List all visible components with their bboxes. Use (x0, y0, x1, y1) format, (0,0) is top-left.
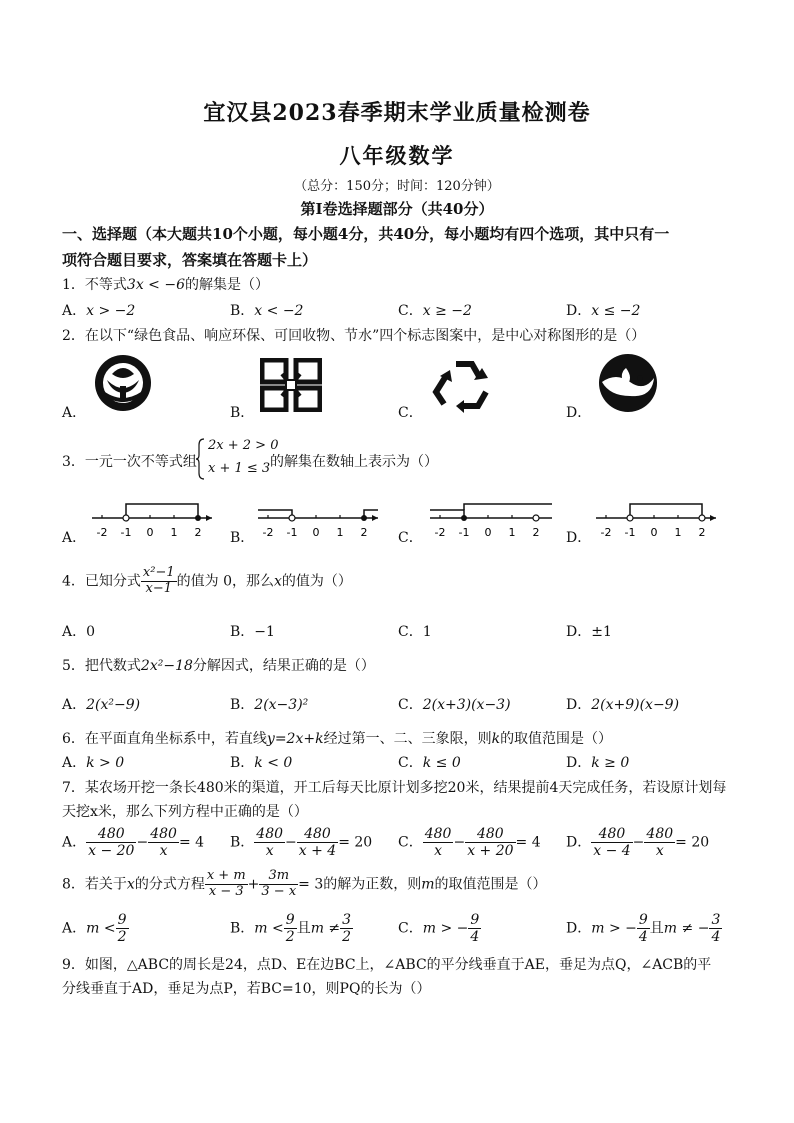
q4-option-b: B．−1 (230, 624, 275, 640)
eco-logo-icon (260, 358, 322, 412)
q5-option-a: A．2(x²−9) (62, 697, 141, 713)
q6-option-b: B．k < 0 (230, 755, 293, 771)
tick-label: 0 (312, 526, 320, 539)
q5-option-b: B．2(x−3)² (230, 697, 309, 713)
q7-option-a: A． $\frac{480}{x - 20}$ − $\frac{480}{x}$ = 4 (62, 826, 205, 860)
question-2-stem: 2．在以下“绿色食品、响应环保、可回收物、节水”四个标志图案中，是中心对称图形的是（） (62, 328, 646, 344)
q2-option-c-label: C． (398, 405, 423, 421)
tick-label: 2 (360, 526, 368, 539)
q3-option-a-label: A． (62, 530, 87, 546)
question-3-stem-pre: 3．一元一次不等式组 (62, 454, 197, 470)
tick-label: 2 (194, 526, 202, 539)
tick-label: 0 (146, 526, 154, 539)
q7-option-b: B． $\frac{480}{x}$ − $\frac{480}{x + 4}$ = 20 (230, 826, 373, 860)
q1-option-a: A．x > −2 (62, 303, 136, 319)
q4-option-d: D．±1 (566, 624, 612, 640)
q2-option-a-label: A． (62, 405, 87, 421)
tick-label: 2 (698, 526, 706, 539)
tick-label: 0 (650, 526, 658, 539)
q3-system-line-1: 2x + 2 > 0 (208, 438, 279, 453)
q5-option-c: C．2(x+3)(x−3) (398, 697, 511, 713)
q6-option-d: D．k ≥ 0 (566, 755, 630, 771)
recycle-icon (430, 356, 498, 414)
part-title: 第Ⅰ卷选择题部分（共40分） (300, 200, 494, 218)
number-line-c (426, 500, 556, 540)
tick-label: -2 (262, 526, 274, 539)
q3-option-c-label: C． (398, 530, 423, 546)
tick-label: -2 (600, 526, 612, 539)
q6-option-a: A．k > 0 (62, 755, 125, 771)
tick-label: -1 (286, 526, 298, 539)
question-3-stem-post: 的解集在数轴上表示为（） (270, 454, 438, 470)
question-6-stem: 6．在平面直角坐标系中，若直线y=2x+k经过第一、二、三象限，则k的取值范围是（） (62, 731, 613, 747)
q7-option-d: D． $\frac{480}{x - 4}$ − $\frac{480}{x}$ = 20 (566, 826, 710, 860)
tick-label: -1 (624, 526, 636, 539)
question-8-stem: 8．若关于x的分式方程 $\frac{x + m}{x - 3}$ + $\frac{3m}{3 - x}$ = 3的解为正数，则m的取值范围是（） (62, 868, 547, 899)
question-5-stem: 5．把代数式2x²−18分解因式，结果正确的是（） (62, 658, 375, 674)
q5-option-d: D．2(x+9)(x−9) (566, 697, 680, 713)
tick-label: 0 (484, 526, 492, 539)
tick-label: 1 (170, 526, 178, 539)
number-line-d (592, 500, 720, 540)
q1-stem-pre: 1．不等式 (62, 277, 127, 293)
tick-label: -1 (120, 526, 132, 539)
q7-option-c: C． $\frac{480}{x}$ − $\frac{480}{x + 20}$ = 4 (398, 826, 541, 860)
q1-option-d: D．x ≤ −2 (566, 303, 641, 319)
q8-option-c: C．m > − $\frac{9}{4}$ (398, 912, 480, 946)
q3-option-b-label: B． (230, 530, 255, 546)
exam-meta: （总分：150分；时间：120分钟） (294, 179, 500, 194)
q3-option-d-label: D． (566, 530, 592, 546)
tick-label: 1 (508, 526, 516, 539)
question-7-line-2: 天挖x米，那么下列方程中正确的是（） (62, 804, 308, 820)
number-line-b (254, 500, 382, 540)
q4-fraction: $\frac{\text{x²−1}}{x-1}$ (142, 565, 175, 596)
water-saving-icon (596, 352, 660, 414)
question-7-line-1: 7．某农场开挖一条长480米的渠道，开工后每天比原计划多挖20米，结果提前4天完成任务，若设原计划每 (62, 780, 727, 796)
q2-option-b-label: B． (230, 405, 255, 421)
tick-label: -1 (458, 526, 470, 539)
q6-option-c: C．k ≤ 0 (398, 755, 461, 771)
question-9-line-1: 9．如图，△ABC的周长是24，点D、E在边BC上，∠ABC的平分线垂直于AE，垂足为点Q，∠ACB的平 (62, 957, 712, 973)
q1-stem-post: 的解集是（） (185, 277, 269, 293)
tick-label: 2 (532, 526, 540, 539)
q8-option-a: A．m < $\frac{9}{2}$ (62, 912, 127, 946)
green-food-logo-icon (90, 352, 156, 414)
q4-option-a: A．0 (62, 624, 96, 640)
q1-stem-expr: 3x < −6 (126, 277, 185, 293)
tick-label: -2 (434, 526, 446, 539)
section-instructions (62, 221, 742, 273)
tick-label: 1 (336, 526, 344, 539)
tick-label: 1 (674, 526, 682, 539)
number-line-a (88, 500, 216, 540)
section-line-2: 项符合题目要求，答案填在答题卡上） (62, 251, 318, 269)
exam-title: 宜汉县2023春季期末学业质量检测卷 (203, 100, 591, 126)
q1-option-b: B．x < −2 (230, 303, 304, 319)
exam-subtitle: 八年级数学 (339, 143, 455, 168)
q2-option-d-label: D． (566, 405, 592, 421)
q4-option-c: C．1 (398, 624, 432, 640)
q1-option-c: C．x ≥ −2 (398, 303, 472, 319)
q8-option-d: D．m > − $\frac{9}{4}$ 且m ≠ − $\frac{3}{4}$ (566, 912, 721, 946)
q8-option-b: B．m < $\frac{9}{2}$ 且m ≠ $\frac{3}{2}$ (230, 912, 352, 946)
question-1-stem (62, 274, 269, 294)
question-9-line-2: 分线垂直于AD，垂足为点P，若BC=10，则PQ的长为（） (62, 981, 431, 997)
system-brace-icon (196, 437, 206, 481)
tick-label: -2 (96, 526, 108, 539)
question-4-stem: 4．已知分式 $\frac{\text{x²−1}}{x-1}$ 的值为 0，那么x的值为（） (62, 565, 352, 596)
q3-system-line-2: x + 1 ≤ 3 (208, 461, 271, 476)
section-line-1: 一、选择题（本大题共10个小题，每小题4分，共40分，每小题均有四个选项，其中只有一 (62, 225, 670, 243)
